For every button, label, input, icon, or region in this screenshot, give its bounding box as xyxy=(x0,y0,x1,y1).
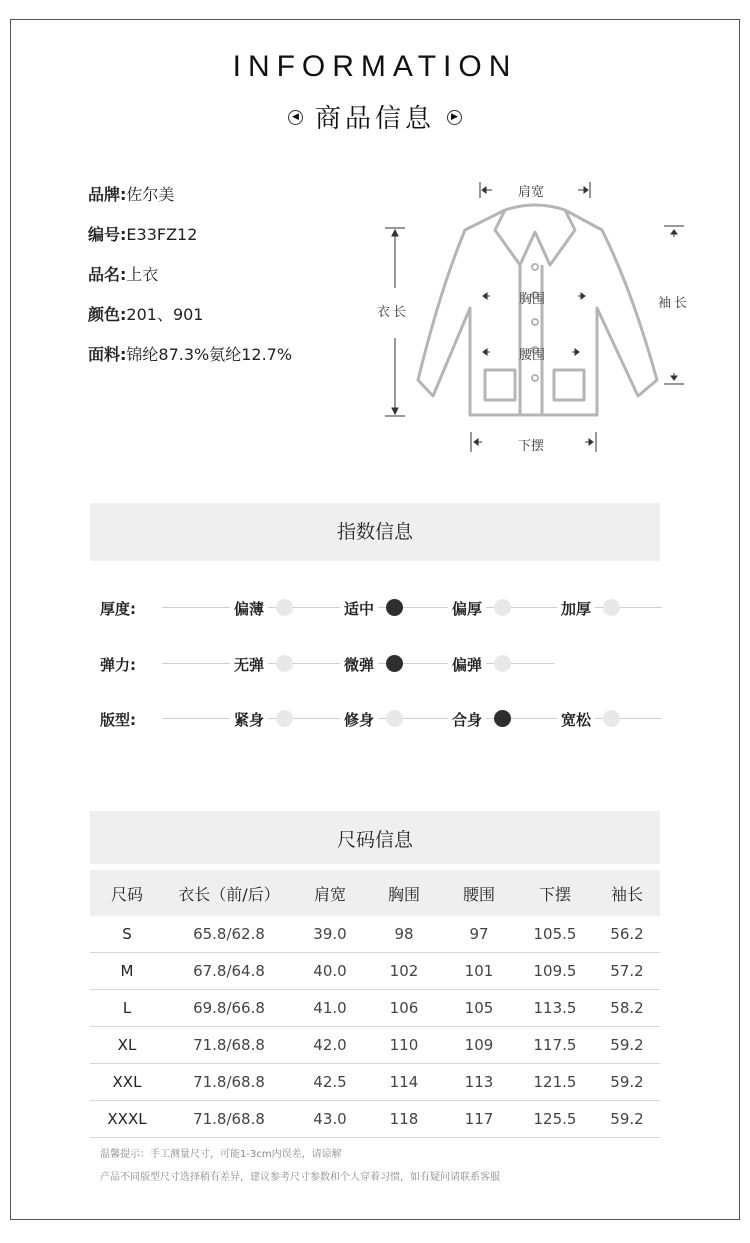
option-regular: 合身 xyxy=(448,709,486,730)
note-fit-advice: 产品不同版型尺寸选择稍有差异，建议参考尺寸参数和个人穿着习惯，如有疑问请联系客服 xyxy=(100,1172,500,1183)
label-shoulder: 肩宽 xyxy=(518,185,545,200)
cell-length: 71.8/68.8 xyxy=(164,1027,294,1064)
cell-size: L xyxy=(90,990,164,1027)
cell-hem: 109.5 xyxy=(516,953,594,990)
cell-chest: 114 xyxy=(366,1064,442,1101)
option-extra-thick: 加厚 xyxy=(557,598,595,619)
garment-sketch xyxy=(370,170,700,460)
option-loose: 宽松 xyxy=(557,709,595,730)
chevron-left-icon: ◀ xyxy=(288,110,303,125)
cell-length: 71.8/68.8 xyxy=(164,1101,294,1138)
table-row xyxy=(90,1064,660,1101)
dot-slim xyxy=(386,710,403,727)
cell-waist: 113 xyxy=(442,1064,516,1101)
cell-shoulder: 42.0 xyxy=(294,1027,366,1064)
cell-sleeve: 57.2 xyxy=(594,953,660,990)
jacket-outline-icon xyxy=(370,170,700,460)
index-label-fit: 版型: xyxy=(100,711,136,729)
cell-chest: 102 xyxy=(366,953,442,990)
cell-waist: 105 xyxy=(442,990,516,1027)
cell-waist: 109 xyxy=(442,1027,516,1064)
dot-thick xyxy=(494,599,511,616)
info-key: 品名: xyxy=(88,265,127,284)
cell-hem: 121.5 xyxy=(516,1064,594,1101)
info-value: 上衣 xyxy=(126,265,159,284)
cell-size: S xyxy=(90,916,164,953)
dot-loose xyxy=(603,710,620,727)
option-slight-stretch: 微弹 xyxy=(340,654,378,675)
label-hem: 下摆 xyxy=(518,439,545,454)
index-label-elasticity: 弹力: xyxy=(100,656,136,674)
dot-regular xyxy=(494,710,511,727)
cell-shoulder: 39.0 xyxy=(294,916,366,953)
cell-sleeve: 58.2 xyxy=(594,990,660,1027)
option-thin: 偏薄 xyxy=(230,598,268,619)
info-brand xyxy=(88,182,174,205)
dot-slight-stretch xyxy=(386,655,403,672)
cell-hem: 105.5 xyxy=(516,916,594,953)
cell-shoulder: 40.0 xyxy=(294,953,366,990)
cell-shoulder: 43.0 xyxy=(294,1101,366,1138)
cell-sleeve: 59.2 xyxy=(594,1027,660,1064)
info-color xyxy=(88,302,204,325)
col-size: 尺码 xyxy=(90,870,164,916)
dot-extra-thick xyxy=(603,599,620,616)
dot-medium xyxy=(386,599,403,616)
dot-no-stretch xyxy=(276,655,293,672)
dot-stretchy xyxy=(494,655,511,672)
col-hem: 下摆 xyxy=(516,870,594,916)
info-key: 面料: xyxy=(88,345,127,364)
cell-sleeve: 59.2 xyxy=(594,1101,660,1138)
option-stretchy: 偏弹 xyxy=(448,654,486,675)
cell-shoulder: 41.0 xyxy=(294,990,366,1027)
table-row xyxy=(90,916,660,953)
col-chest: 胸围 xyxy=(366,870,442,916)
size-table-header xyxy=(90,870,660,916)
cell-sleeve: 56.2 xyxy=(594,916,660,953)
label-sleeve: 袖长 xyxy=(658,296,691,311)
cell-waist: 101 xyxy=(442,953,516,990)
cell-waist: 117 xyxy=(442,1101,516,1138)
cell-chest: 110 xyxy=(366,1027,442,1064)
size-table xyxy=(90,870,660,1138)
index-label-thickness: 厚度: xyxy=(100,600,136,618)
cell-hem: 117.5 xyxy=(516,1027,594,1064)
dot-tight xyxy=(276,710,293,727)
label-waist: 腰围 xyxy=(519,348,546,363)
table-row xyxy=(90,990,660,1027)
note-measurement: 温馨提示：手工测量尺寸，可能1-3cm内误差，请谅解 xyxy=(100,1149,342,1160)
label-chest: 胸围 xyxy=(519,292,546,307)
cell-length: 69.8/66.8 xyxy=(164,990,294,1027)
info-key: 编号: xyxy=(88,225,127,244)
chevron-right-icon: ▶ xyxy=(447,110,462,125)
index-section-title: 指数信息 xyxy=(90,503,660,561)
label-length: 衣长 xyxy=(377,305,410,320)
cell-chest: 98 xyxy=(366,916,442,953)
col-shoulder: 肩宽 xyxy=(294,870,366,916)
subtitle-text: 商品信息 xyxy=(314,104,435,134)
option-medium: 适中 xyxy=(340,598,378,619)
cell-length: 71.8/68.8 xyxy=(164,1064,294,1101)
cell-length: 65.8/62.8 xyxy=(164,916,294,953)
info-fabric xyxy=(88,342,292,365)
table-row xyxy=(90,1101,660,1138)
table-row xyxy=(90,1027,660,1064)
col-sleeve: 袖长 xyxy=(594,870,660,916)
size-section-title: 尺码信息 xyxy=(90,811,660,864)
dot-thin xyxy=(276,599,293,616)
cell-size: M xyxy=(90,953,164,990)
cell-hem: 125.5 xyxy=(516,1101,594,1138)
info-key: 颜色: xyxy=(88,305,127,324)
cell-hem: 113.5 xyxy=(516,990,594,1027)
info-value: 201、901 xyxy=(126,305,204,324)
option-no-stretch: 无弹 xyxy=(230,654,268,675)
cell-length: 67.8/64.8 xyxy=(164,953,294,990)
cell-size: XXL xyxy=(90,1064,164,1101)
info-value: E33FZ12 xyxy=(126,225,198,244)
cell-shoulder: 42.5 xyxy=(294,1064,366,1101)
cell-chest: 106 xyxy=(366,990,442,1027)
page-subtitle xyxy=(0,98,750,135)
option-slim: 修身 xyxy=(340,709,378,730)
info-key: 品牌: xyxy=(88,185,127,204)
col-length: 衣长（前/后） xyxy=(164,870,294,916)
page-title: INFORMATION xyxy=(232,50,518,83)
info-value: 锦纶87.3%氨纶12.7% xyxy=(126,345,293,364)
info-name xyxy=(88,262,158,285)
info-value: 佐尔美 xyxy=(126,185,175,204)
table-row xyxy=(90,953,660,990)
cell-sleeve: 59.2 xyxy=(594,1064,660,1101)
col-waist: 腰围 xyxy=(442,870,516,916)
option-thick: 偏厚 xyxy=(448,598,486,619)
option-tight: 紧身 xyxy=(230,709,268,730)
cell-size: XXXL xyxy=(90,1101,164,1138)
cell-waist: 97 xyxy=(442,916,516,953)
cell-chest: 118 xyxy=(366,1101,442,1138)
cell-size: XL xyxy=(90,1027,164,1064)
info-code xyxy=(88,222,197,245)
